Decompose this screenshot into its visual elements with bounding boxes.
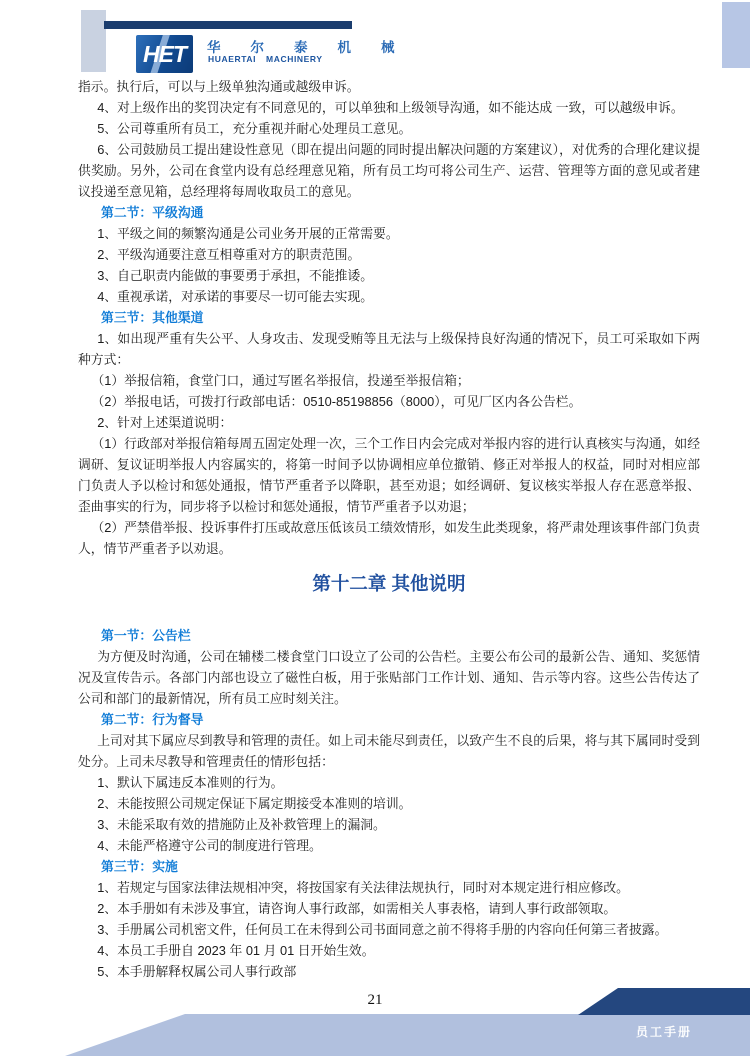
logo-monogram: HET [143,40,186,67]
paragraph: 1、平级之间的频繁沟通是公司业务开展的正常需要。 [97,226,399,241]
footer-label: 员工手册 [635,1025,692,1039]
header-rule [104,21,352,29]
paragraph: （1）行政部对举报信箱每周五固定处理一次，三个工作日内会完成对举报内容的进行认真核实与沟通，如经调研、复议证明举报人内容属实的，将第一时间予以协调相应单位撤销、修正对举报人的权益，同时对相应部门负责人予以检讨和惩处通报，情节严重者予以降职，甚至劝退；如经调研、复议核实举报人存在恶意举报、歪曲事实的行为，同步将予以检讨和惩处通报，情节严重者予以劝退； [78,436,701,514]
company-name-cn: 华 尔 泰 机 械 [207,40,402,55]
paragraph: 指示。执行后，可以与上级单独沟通或越级申诉。 [78,79,360,94]
paragraph: 4、本员工手册自 2023 年 01 月 01 日开始生效。 [97,943,375,958]
paragraph: 3、自己职责内能做的事要勇于承担，不能推诿。 [97,268,374,283]
section-heading: 第二节：平级沟通 [101,205,204,220]
paragraph: （1）举报信箱，食堂门口，通过写匿名举报信，投递至举报信箱； [91,373,470,388]
paragraph: 5、公司尊重所有员工，充分重视并耐心处理员工意见。 [97,121,412,136]
paragraph: （2）举报电话，可拨打行政部电话：0510-85198856（8000），可见厂区内各公告栏。 [91,394,582,409]
document-body [78,76,700,982]
paragraph: 1、若规定与国家法律法规相冲突，将按国家有关法律法规执行，同时对本规定进行相应修改。 [97,880,629,895]
section-heading: 第一节：公告栏 [101,628,191,643]
paragraph: 3、手册属公司机密文件，任何员工在未得到公司书面同意之前不得将手册的内容向任何第三者披露。 [97,922,668,937]
chapter-heading: 第十二章 其他说明 [312,573,466,594]
company-logo [136,35,193,73]
header-right-accent [722,2,750,68]
paragraph: 4、对上级作出的奖罚决定有不同意见的，可以单独和上级领导沟通，如不能达成 一致，可以越级申诉。 [97,100,684,115]
paragraph: 5、本手册解释权属公司人事行政部 [97,964,297,979]
section-heading: 第三节：实施 [101,859,178,874]
section-heading: 第二节：行为督导 [101,712,204,727]
company-name-en: HUAERTAI MACHINERY [208,54,323,64]
paragraph: 1、默认下属违反本准则的行为。 [97,775,284,790]
paragraph: 1、如出现严重有失公平、人身攻击、发现受贿等且无法与上级保持良好沟通的情况下，员工可采取如下两种方式： [78,331,700,367]
paragraph: 6、公司鼓励员工提出建设性意见（即在提出问题的同时提出解决问题的方案建议），对优秀的合理化建议提供奖励。另外，公司在食堂内设有总经理意见箱，所有员工均可将公司生产、运营、管理等方面的意见或者建议投递至意见箱，总经理将每周收取员工的意见。 [78,142,700,199]
paragraph: 2、未能按照公司规定保证下属定期接受本准则的培训。 [97,796,412,811]
paragraph: 4、未能严格遵守公司的制度进行管理。 [97,838,322,853]
paragraph: 2、针对上述渠道说明： [97,415,233,430]
header-left-accent [81,10,106,72]
paragraph: 为方便及时沟通，公司在辅楼二楼食堂门口设立了公司的公告栏。主要公布公司的最新公告、通知、奖惩情况及宣传告示。各部门内部也设立了磁性白板，用于张贴部门工作计划、通知、告示等内容。这些公告传达了公司和部门的最新情况，所有员工应时刻关注。 [78,649,700,706]
paragraph: （2）严禁借举报、投诉事件打压或故意压低该员工绩效情形，如发生此类现象，将严肃处理该事件部门负责人，情节严重者予以劝退。 [78,520,701,556]
paragraph: 2、平级沟通要注意互相尊重对方的职责范围。 [97,247,361,262]
page-number: 21 [367,992,383,1008]
paragraph: 3、未能采取有效的措施防止及补救管理上的漏洞。 [97,817,386,832]
paragraph: 2、本手册如有未涉及事宜，请咨询人事行政部，如需相关人事表格，请到人事行政部领取。 [97,901,617,916]
paragraph: 上司对其下属应尽到教导和管理的责任。如上司未能尽到责任，以致产生不良的后果，将与其下属同时受到处分。上司未尽教导和管理责任的情形包括： [78,733,700,769]
section-heading: 第三节：其他渠道 [101,310,204,325]
paragraph: 4、重视承诺，对承诺的事要尽一切可能去实现。 [97,289,374,304]
